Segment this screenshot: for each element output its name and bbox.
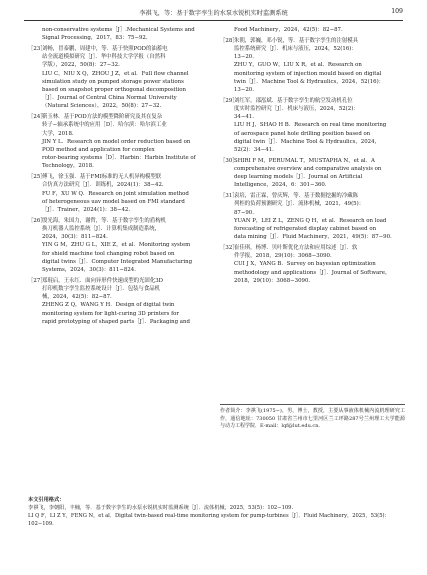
reference-line: POD method and application for complex — [42, 147, 155, 154]
reference-line: for shield machine tool changing robot based on — [42, 250, 175, 257]
reference-line: Signal Processing，2017，83：75−92. — [42, 35, 148, 42]
reference-entry-26 — [28, 217, 213, 274]
reference-entry-32 — [220, 244, 405, 285]
reference-number: ［30］ — [220, 157, 238, 164]
reference-line: YUAN P，LEI Z L，ZENG Q H，et al．Research on load — [234, 217, 387, 224]
reference-line: 合仿真方法研究［J］．训练机，2024(1)：38−42. — [42, 182, 164, 189]
reference-line: monitoring system for light-curing 3D printers for — [42, 310, 179, 317]
reference-number: ［29］ — [220, 97, 238, 104]
reference-line: 殷光海，朱国力，谢哲，等．基于数字孪生的盾构机 — [42, 217, 166, 224]
reference-line: 转子−轴承系统中的应用［D］．哈尔滨：哈尔滨工业 — [42, 122, 167, 129]
reference-number: ［28］ — [220, 37, 238, 44]
reference-line: twin［J］．Machine Tool & Hydraulics，2024，52(16)： — [234, 78, 385, 85]
reference-line: 刘红军，邵泓斌．基于数字孪生的航空发动机孔位 — [234, 97, 353, 104]
reference-line: SHIRI F M，PERUMAL T，MUSTAPHA N，et al．A — [234, 157, 375, 164]
reference-line: 站全流道模拟研究［J］．华中科技大学学报（自然科 — [42, 54, 166, 61]
reference-number: ［25］ — [28, 174, 46, 181]
citation-chinese: 李祺飞，李朝阳，丰楠，等．基于数字孪生的水泵水锐机实时监测系统［J］．流体机械，2025，53(5)：102−109. — [28, 505, 294, 511]
page-number: 109 — [391, 8, 403, 15]
reference-line: 崔佳琪，杨博．贝叶斯优化方法和应用综述［J］．软 — [234, 245, 358, 252]
reference-line: non-conservative systems［J］.Mechanical Systems and — [42, 27, 195, 33]
reference-entry-24 — [28, 113, 213, 170]
reference-line: 刘畅，冒泰鹏，周建中，等．基于快照POD的油蓄电 — [42, 46, 168, 52]
reference-entry-30 — [220, 157, 405, 190]
reference-line: based on snapshot proper orthogonal decomposition — [42, 87, 187, 94]
reference-number: ［32］ — [220, 245, 238, 252]
reference-line: data mining［J］．Fluid Machinery，2021，49(5)：87−90. — [234, 234, 392, 241]
reference-line: forecasting of refrigerated display cabinet based on — [234, 226, 377, 233]
running-header — [24, 6, 403, 21]
reference-line: JIN Y L．Research on model order reduction based on — [42, 138, 191, 145]
author-biography-note: 作者简介：李祺飞(1975−)，男，博士，教授，主要从事液体机械内流机理研究工作，通信地址：730050 甘肃省兰州市七里河区兰工坪路287号兰州理工大学能源与动力工程学院．E-mail：lqf@lut.edu.cn. — [220, 404, 405, 431]
reference-line: 2018，29(10)：3068−3090. — [234, 277, 311, 284]
reference-line: 靳玉林．基于POD方法的模型降阶研究及其在复杂 — [42, 114, 163, 121]
reference-line: ZHU Y，GUO W，LIU X R，et al．Research on — [234, 62, 362, 69]
left-reference-column — [28, 26, 213, 329]
reference-line: deep learning models［J］．Journal on Artificial — [234, 174, 363, 181]
reference-line: 2024，30(3)：811−824. — [42, 234, 108, 241]
reference-line: 87−90. — [234, 209, 254, 216]
reference-line: Intelligence，2024，6：301−360. — [234, 182, 327, 189]
reference-line: 打印机数字孪生监控系统设计［J］．包装与食品机 — [42, 286, 161, 293]
reference-entry-25 — [28, 173, 213, 214]
reference-line: LIU C，NIU X Q，ZHOU J Z，et al．Full flow channel — [42, 70, 189, 77]
reference-line: 列柜的负荷预测研究［J］．流体机械，2021，49(5)： — [234, 201, 365, 208]
reference-line: 学版），2022，50(8)：27−32. — [42, 62, 120, 69]
reference-line: Technology，2018. — [42, 163, 94, 170]
reference-entry-23 — [28, 45, 213, 111]
reference-line: of aerospace panel hole drilling position based on — [234, 130, 371, 137]
reference-number: ［31］ — [220, 193, 238, 200]
reference-line: （Natural Sciences），2022，50(8)：27−32. — [42, 103, 162, 110]
reference-line: 34−41. — [234, 114, 254, 121]
citation-english: LI Q F，LI Z Y，FENG N，et al．Digital twin-based real-time monitoring system for pump-turbines［J］．Fluid Machinery，2025，53(5)：102−109. — [28, 513, 390, 527]
right-reference-column — [220, 26, 405, 288]
citation-format — [28, 496, 403, 528]
reference-number: ［26］ — [28, 217, 46, 224]
reference-line: Systems，2024，30(3)：811−824. — [42, 267, 136, 274]
reference-line: 监控系统研究［J］．机床与液压，2024，52(16)： — [234, 46, 357, 52]
reference-line: 13−20. — [234, 54, 254, 61]
reference-line: 械，2024，42(5)：82−87. — [42, 294, 112, 301]
reference-line: 件学报，2018，29(10)：3068−3090. — [234, 253, 332, 260]
reference-line: 大学，2018. — [42, 130, 74, 137]
reference-line: 朱朝，郭巍，邓小锐，等．基于数字孪生的注射模具 — [234, 37, 358, 44]
reference-line: simulation study on pumped storage power stations — [42, 78, 184, 85]
reference-line: digital twin［J］．Machine Tool & Hydraulics，2024， — [234, 138, 380, 145]
reference-line: LIU H J，SHAO H B．Research on real time monitoring — [234, 122, 387, 129]
reference-continuation — [220, 26, 405, 34]
reference-line: FU F，XU W Q．Research on joint simulation method — [42, 190, 189, 197]
citation-title: 本文引用格式： — [28, 497, 65, 503]
reference-line: 傅飞，徐玉强．基于FMI标准的无人机异构模型联 — [42, 174, 162, 181]
reference-line: monitoring system of injection mould based on digital — [234, 70, 382, 77]
reference-line: ZHENG Z Q，WANG Y H．Design of digital twin — [42, 302, 175, 309]
reference-number: ［23］ — [28, 46, 46, 52]
reference-line: ［J］．Journal of Central China Normal University — [42, 95, 177, 102]
reference-line: rotor-bearing systems［D］．Harbin：Harbin Institute of — [42, 155, 196, 162]
reference-line: 袁培，雷正霖，曾庆辉，等．基于数据挖掘的冷藏陈 — [234, 193, 358, 200]
reference-line: 郑琨启，王永红．面向异形件快速成型的光固化3D — [42, 277, 163, 284]
reference-entry-29 — [220, 97, 405, 154]
reference-entry-31 — [220, 192, 405, 241]
reference-line: rapid prototyping of shaped parts［J］．Packaging and — [42, 318, 190, 325]
reference-line: 13−20. — [234, 87, 254, 94]
reference-line: Food Machinery，2024，42(5)：82−87. — [234, 27, 343, 33]
reference-continuation — [28, 26, 213, 42]
reference-line: comprehensive overview and comparative analysis on — [234, 166, 382, 173]
reference-line: of heterogeneous uav model based on FMI standard — [42, 198, 185, 205]
reference-entry-27 — [28, 277, 213, 326]
reference-line: digital twins［J］．Computer Integrated Manufacturing — [42, 258, 193, 265]
reference-line: methodology and applications［J］．Journal of Software， — [234, 269, 391, 276]
running-header-title: 李祺飞，等：基于数字孪生的水泵水锐机实时监测系统 — [139, 10, 288, 17]
reference-line: 换刀机器人监控系统［J］．计算机集成制造系统， — [42, 226, 161, 233]
reference-line: ［J］．Trainer，2024(1)：38−42. — [42, 207, 131, 214]
reference-line: CUI J X，YANG B．Survey on bayesian optimization — [234, 261, 376, 268]
reference-line: 52(2)：34−41. — [234, 147, 274, 154]
reference-number: ［27］ — [28, 277, 46, 284]
reference-number: ［24］ — [28, 114, 46, 121]
reference-entry-28 — [220, 37, 405, 94]
reference-line: 度实时监控研究［J］．机床与液压，2024，52(2)： — [234, 106, 359, 113]
reference-line: YIN G M，ZHU G L，XIE Z，et al．Monitoring system — [42, 242, 191, 249]
